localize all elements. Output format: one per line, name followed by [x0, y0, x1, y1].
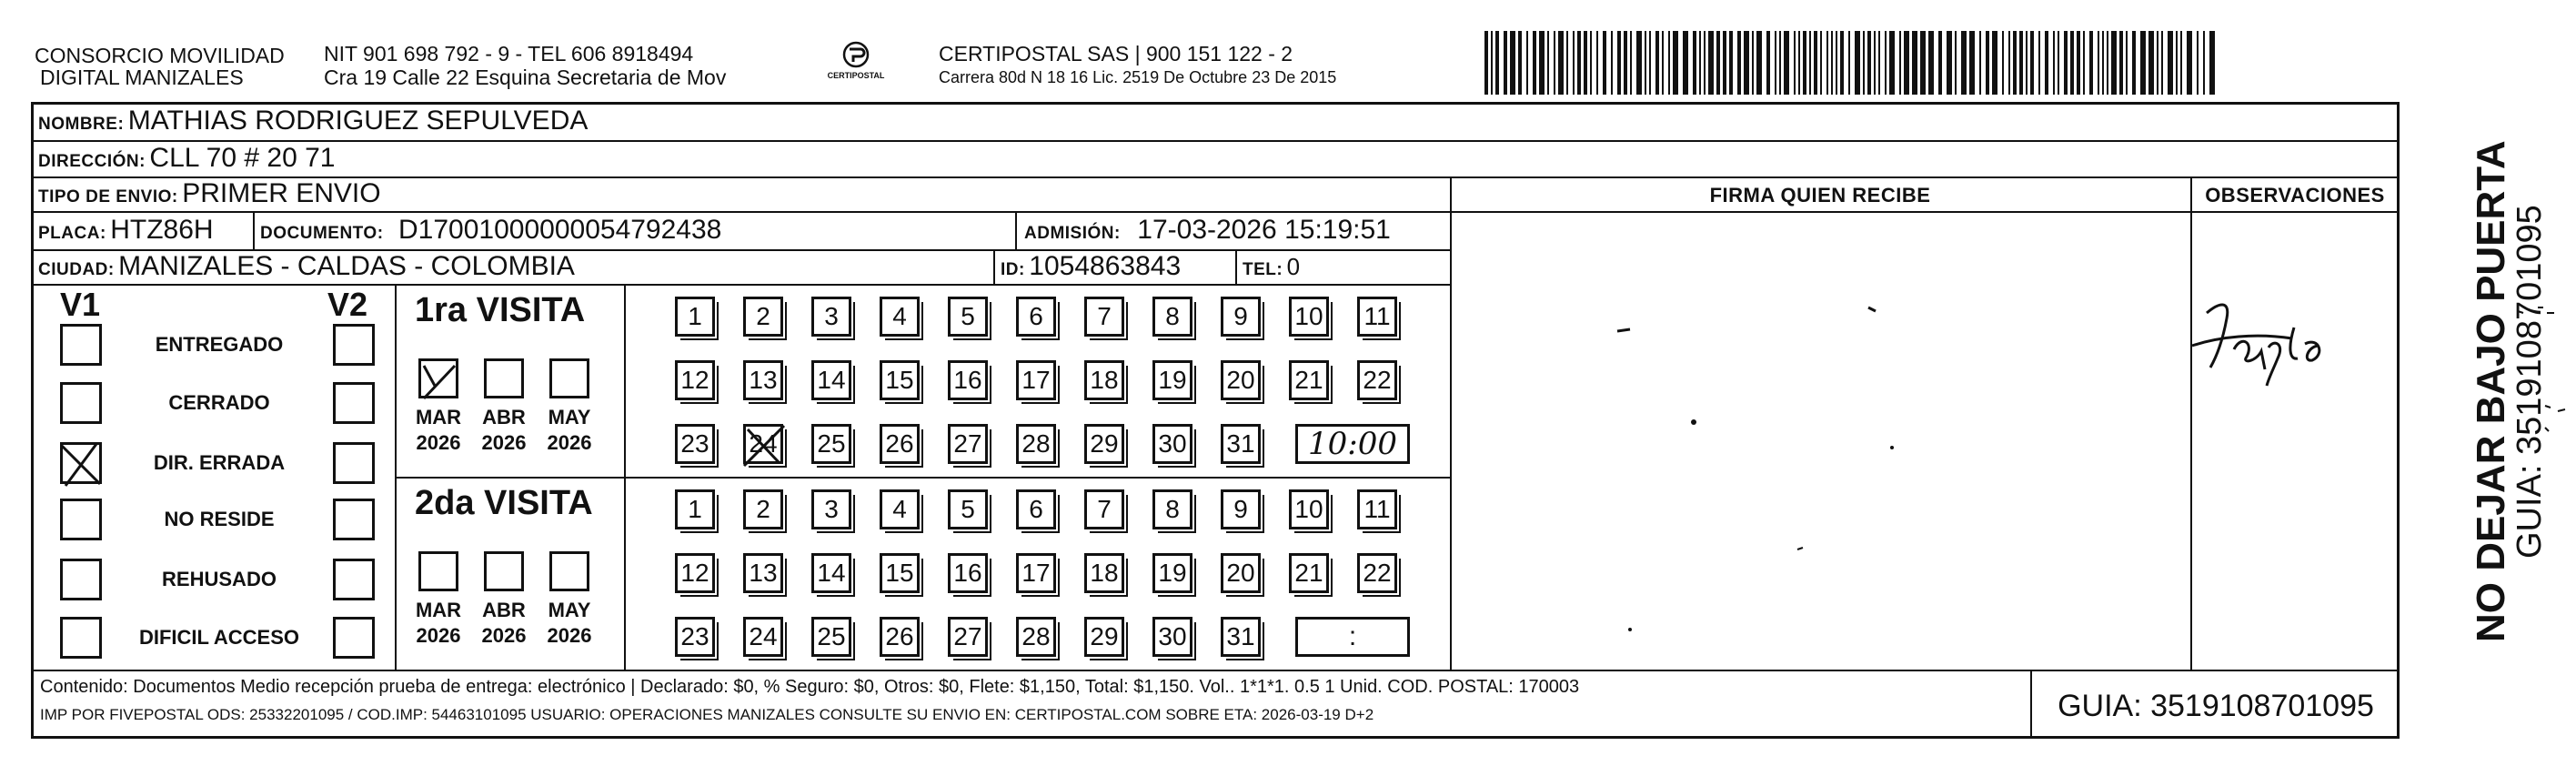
day-number: 2	[756, 302, 770, 330]
signature-area-marks	[1455, 291, 2183, 655]
v2-checkbox[interactable]	[333, 559, 375, 600]
placa-value: HTZ86H	[110, 215, 214, 245]
day-cell[interactable]	[1152, 617, 1192, 657]
admision-value: 17-03-2026 15:19:51	[1137, 215, 1391, 245]
day-cell[interactable]	[948, 553, 988, 593]
day-number: 14	[817, 559, 846, 587]
v2-checkbox[interactable]	[333, 442, 375, 484]
day-number: 27	[953, 622, 982, 650]
row-divider	[31, 176, 2400, 178]
day-number: 5	[961, 302, 975, 330]
month-checkbox[interactable]	[418, 551, 458, 591]
day-number: 11	[1363, 302, 1391, 330]
second-visit-time[interactable]	[1295, 617, 1410, 657]
day-cell[interactable]	[880, 489, 920, 529]
day-cell[interactable]	[1357, 360, 1397, 400]
v1-checkbox[interactable]	[60, 324, 102, 366]
documento-label: DOCUMENTO:	[260, 224, 384, 243]
day-cell[interactable]	[811, 617, 851, 657]
tel-label: TEL:	[1243, 260, 1283, 279]
day-number: 7	[1097, 302, 1112, 330]
day-cell[interactable]	[1016, 489, 1056, 529]
id-label: ID:	[1001, 260, 1025, 279]
day-cell[interactable]	[880, 360, 920, 400]
tipo-envio-row	[38, 178, 381, 209]
day-number: 30	[1158, 622, 1187, 650]
day-cell[interactable]	[1221, 297, 1261, 337]
month-label: ABR	[482, 406, 526, 428]
day-cell[interactable]	[1016, 297, 1056, 337]
second-visit-title: 2da VISITA	[415, 484, 593, 522]
day-cell[interactable]	[675, 297, 715, 337]
day-cell[interactable]	[1289, 360, 1329, 400]
first-visit-title: 1ra VISITA	[415, 291, 586, 329]
day-cell[interactable]	[948, 297, 988, 337]
ciudad-label: CIUDAD:	[38, 260, 115, 279]
id-cell	[1001, 251, 1181, 282]
v2-checkbox[interactable]	[333, 382, 375, 424]
month-checkbox[interactable]	[549, 551, 589, 591]
day-cell[interactable]	[811, 424, 851, 464]
year-label: 2026	[547, 624, 592, 647]
day-cell[interactable]	[948, 424, 988, 464]
day-number: 1	[688, 302, 702, 330]
day-number: 11	[1363, 495, 1391, 523]
status-label: NO RESIDE	[164, 508, 275, 530]
day-cell[interactable]	[743, 489, 783, 529]
placa-cell	[38, 215, 214, 246]
day-cell[interactable]	[1016, 424, 1056, 464]
day-cell[interactable]	[880, 553, 920, 593]
row-divider	[31, 670, 2400, 671]
month-checkbox[interactable]	[484, 551, 524, 591]
day-cell[interactable]	[675, 424, 715, 464]
status-label: REHUSADO	[162, 568, 277, 590]
documento-cell	[260, 215, 721, 246]
day-cell[interactable]	[1084, 553, 1124, 593]
day-number: 26	[885, 429, 914, 458]
day-number: 22	[1363, 366, 1392, 394]
day-cell[interactable]	[811, 553, 851, 593]
day-cell[interactable]	[1289, 489, 1329, 529]
day-cell[interactable]	[811, 360, 851, 400]
day-cell[interactable]	[1221, 617, 1261, 657]
day-cell[interactable]	[948, 617, 988, 657]
row-divider	[31, 211, 1450, 213]
v2-checkbox[interactable]	[333, 499, 375, 540]
col-divider	[253, 211, 255, 249]
day-number: 31	[1226, 429, 1255, 458]
day-cell[interactable]	[1152, 297, 1192, 337]
tel-value: 0	[1286, 253, 1301, 280]
day-cell[interactable]	[1152, 424, 1192, 464]
day-number: 10	[1294, 302, 1323, 330]
col-divider	[1015, 211, 1017, 249]
day-number: 4	[892, 302, 907, 330]
observation-handwriting	[2183, 291, 2356, 391]
day-number: 3	[824, 302, 839, 330]
day-number: 24	[749, 429, 778, 458]
day-number: 28	[1021, 429, 1051, 458]
day-number: 24	[749, 622, 778, 650]
day-number: 19	[1158, 366, 1187, 394]
col-divider	[395, 284, 397, 670]
day-number: 31	[1226, 622, 1255, 650]
admision-label: ADMISIÓN:	[1024, 224, 1121, 243]
day-cell[interactable]	[1084, 297, 1124, 337]
row-divider	[31, 140, 2400, 142]
day-number: 25	[817, 429, 846, 458]
nombre-value: MATHIAS RODRIGUEZ SEPULVEDA	[127, 106, 589, 136]
year-label: 2026	[481, 624, 527, 647]
day-cell[interactable]	[1357, 297, 1397, 337]
footer-line2: IMP POR FIVEPOSTAL ODS: 25332201095 / COD.IMP: 54463101095 USUARIO: OPERACIONES MANIZALES CONSULTE SU ENVIO EN: CERTIPOSTAL.COM SOBRE ETA: 2026-03-19 D+2	[40, 706, 1374, 723]
first-visit-time[interactable]	[1295, 424, 1410, 464]
day-number: 20	[1226, 366, 1255, 394]
no-dejar-bajo-puerta: NO DEJAR BAJO PUERTA	[2469, 140, 2513, 642]
day-cell[interactable]	[1084, 424, 1124, 464]
day-cell[interactable]	[1221, 489, 1261, 529]
day-cell[interactable]	[675, 617, 715, 657]
nit-line: NIT 901 698 792 - 9 - TEL 606 8918494	[324, 42, 694, 66]
second-visit-time-value: :	[1348, 621, 1357, 651]
day-cell[interactable]	[675, 553, 715, 593]
day-cell[interactable]	[743, 360, 783, 400]
day-cell[interactable]	[1221, 360, 1261, 400]
day-number: 28	[1021, 622, 1051, 650]
day-cell[interactable]	[880, 617, 920, 657]
day-number: 1	[688, 495, 702, 523]
id-value: 1054863843	[1029, 251, 1182, 281]
certipostal-logo	[815, 38, 897, 89]
day-number: 12	[680, 559, 709, 587]
day-cell[interactable]	[948, 489, 988, 529]
day-cell[interactable]	[1221, 553, 1261, 593]
footer-guia: GUIA: 3519108701095	[2058, 688, 2374, 723]
day-cell[interactable]	[811, 297, 851, 337]
day-number: 15	[885, 559, 914, 587]
day-number: 12	[680, 366, 709, 394]
footer-line1: Contenido: Documentos Medio recepción prueba de entrega: electrónico | Declarado: $0, % Seguro: $0, Otros: $0, Flete: $1,150, Total: $1,150. Vol.. 1*1*1. 0.5 1 Unid. COD. POSTAL: 170003	[40, 677, 1580, 697]
day-cell[interactable]	[1152, 360, 1192, 400]
day-cell[interactable]	[1289, 297, 1329, 337]
first-visit-time-value: 10:00	[1308, 426, 1397, 462]
documento-value: D17001000000054792438	[398, 215, 722, 245]
day-number: 20	[1226, 559, 1255, 587]
day-cell[interactable]	[1357, 489, 1397, 529]
logo-text: CERTIPOSTAL	[827, 71, 885, 80]
status-label: ENTREGADO	[155, 333, 284, 356]
nombre-label: NOMBRE:	[38, 115, 125, 134]
address-line: Cra 19 Calle 22 Esquina Secretaria de Mov	[324, 66, 727, 89]
day-number: 17	[1021, 366, 1051, 394]
day-cell[interactable]	[1084, 360, 1124, 400]
carrier-line2: Carrera 80d N 18 16 Lic. 2519 De Octubre 23 De 2015	[939, 68, 1337, 86]
day-number: 5	[961, 495, 975, 523]
day-number: 9	[1233, 302, 1248, 330]
certipostal-logo-icon	[815, 38, 897, 89]
day-number: 10	[1294, 495, 1323, 523]
day-number: 17	[1021, 559, 1051, 587]
day-cell[interactable]	[743, 553, 783, 593]
day-cell[interactable]	[948, 360, 988, 400]
company-name-line2: DIGITAL MANIZALES	[40, 66, 244, 89]
day-24-x-mark	[739, 420, 790, 471]
day-cell[interactable]	[1221, 424, 1261, 464]
day-cell[interactable]	[880, 424, 920, 464]
day-cell[interactable]	[1016, 617, 1056, 657]
ciudad-cell	[38, 251, 575, 282]
day-number: 23	[680, 429, 709, 458]
year-label: 2026	[416, 431, 461, 454]
day-number: 6	[1029, 302, 1043, 330]
col-divider	[2190, 176, 2192, 670]
day-number: 13	[749, 366, 778, 394]
day-number: 14	[817, 366, 846, 394]
placa-label: PLACA:	[38, 224, 106, 243]
mar-x-mark	[417, 358, 462, 404]
day-cell[interactable]	[743, 297, 783, 337]
carrier-line1: CERTIPOSTAL SAS | 900 151 122 - 2	[939, 42, 1293, 66]
direccion-row	[38, 143, 335, 174]
v1-checkbox[interactable]	[60, 382, 102, 424]
day-number: 13	[749, 559, 778, 587]
day-cell[interactable]	[675, 360, 715, 400]
day-number: 7	[1097, 495, 1112, 523]
v1-checkbox[interactable]	[60, 559, 102, 600]
side-stray-marks	[2481, 291, 2572, 509]
day-cell[interactable]	[1016, 360, 1056, 400]
month-label: MAR	[415, 599, 462, 621]
row-divider	[395, 477, 1450, 479]
v1-checkbox[interactable]	[60, 617, 102, 659]
v2-label: V2	[327, 286, 368, 323]
ciudad-value: MANIZALES - CALDAS - COLOMBIA	[118, 251, 575, 281]
col-divider	[624, 284, 626, 670]
day-number: 16	[953, 366, 982, 394]
year-label: 2026	[481, 431, 527, 454]
day-number: 19	[1158, 559, 1187, 587]
day-number: 25	[817, 622, 846, 650]
status-label: DIR. ERRADA	[153, 451, 286, 474]
col-divider	[1450, 176, 1452, 670]
row-divider	[31, 284, 1450, 286]
day-cell[interactable]	[743, 617, 783, 657]
v1-dir-errada-x-mark	[55, 437, 109, 491]
day-number: 22	[1363, 559, 1392, 587]
col-divider	[1235, 249, 1237, 284]
observaciones-label: OBSERVACIONES	[2205, 184, 2385, 207]
col-divider	[993, 249, 995, 284]
day-number: 18	[1090, 366, 1119, 394]
day-cell[interactable]	[1084, 489, 1124, 529]
firma-label: FIRMA QUIEN RECIBE	[1709, 184, 1931, 207]
side-guia-number: GUIA: 3519108701095	[2511, 205, 2549, 559]
day-number: 3	[824, 495, 839, 523]
month-label: MAY	[548, 406, 591, 428]
nombre-row	[38, 106, 588, 136]
day-cell[interactable]	[1152, 489, 1192, 529]
day-cell[interactable]	[1357, 553, 1397, 593]
day-cell[interactable]	[1289, 553, 1329, 593]
v2-checkbox[interactable]	[333, 324, 375, 366]
day-cell[interactable]	[675, 489, 715, 529]
v1-checkbox[interactable]	[60, 499, 102, 540]
day-number: 29	[1090, 429, 1119, 458]
day-number: 8	[1165, 495, 1180, 523]
month-label: MAR	[415, 406, 462, 428]
day-number: 21	[1294, 366, 1323, 394]
status-label: CERRADO	[168, 391, 270, 414]
month-label: ABR	[482, 599, 526, 621]
day-number: 23	[680, 622, 709, 650]
day-cell[interactable]	[1084, 617, 1124, 657]
barcode-icon	[1484, 31, 2216, 95]
day-number: 29	[1090, 622, 1119, 650]
direccion-label: DIRECCIÓN:	[38, 152, 146, 171]
day-number: 27	[953, 429, 982, 458]
direccion-value: CLL 70 # 20 71	[149, 143, 336, 173]
day-number: 9	[1233, 495, 1248, 523]
tipo-envio-value: PRIMER ENVIO	[182, 178, 381, 208]
day-number: 8	[1165, 302, 1180, 330]
month-label: MAY	[548, 599, 591, 621]
year-label: 2026	[416, 624, 461, 647]
day-number: 2	[756, 495, 770, 523]
day-cell[interactable]	[1016, 553, 1056, 593]
tipo-envio-label: TIPO DE ENVIO:	[38, 187, 178, 207]
month-checkbox[interactable]	[549, 358, 589, 398]
day-number: 16	[953, 559, 982, 587]
status-label: DIFICIL ACCESO	[138, 626, 299, 649]
day-number: 26	[885, 622, 914, 650]
tel-cell	[1243, 253, 1300, 281]
v2-checkbox[interactable]	[333, 617, 375, 659]
admision-cell	[1024, 215, 1391, 246]
month-checkbox[interactable]	[484, 358, 524, 398]
day-number: 6	[1029, 495, 1043, 523]
year-label: 2026	[547, 431, 592, 454]
row-divider	[1450, 211, 2400, 213]
day-number: 21	[1294, 559, 1323, 587]
day-number: 4	[892, 495, 907, 523]
day-cell[interactable]	[811, 489, 851, 529]
day-number: 18	[1090, 559, 1119, 587]
day-cell[interactable]	[880, 297, 920, 337]
day-cell[interactable]	[1152, 553, 1192, 593]
barcode	[1484, 31, 2216, 95]
company-name-line1: CONSORCIO MOVILIDAD	[35, 44, 285, 67]
v1-label: V1	[60, 286, 101, 323]
day-number: 15	[885, 366, 914, 394]
day-number: 30	[1158, 429, 1187, 458]
